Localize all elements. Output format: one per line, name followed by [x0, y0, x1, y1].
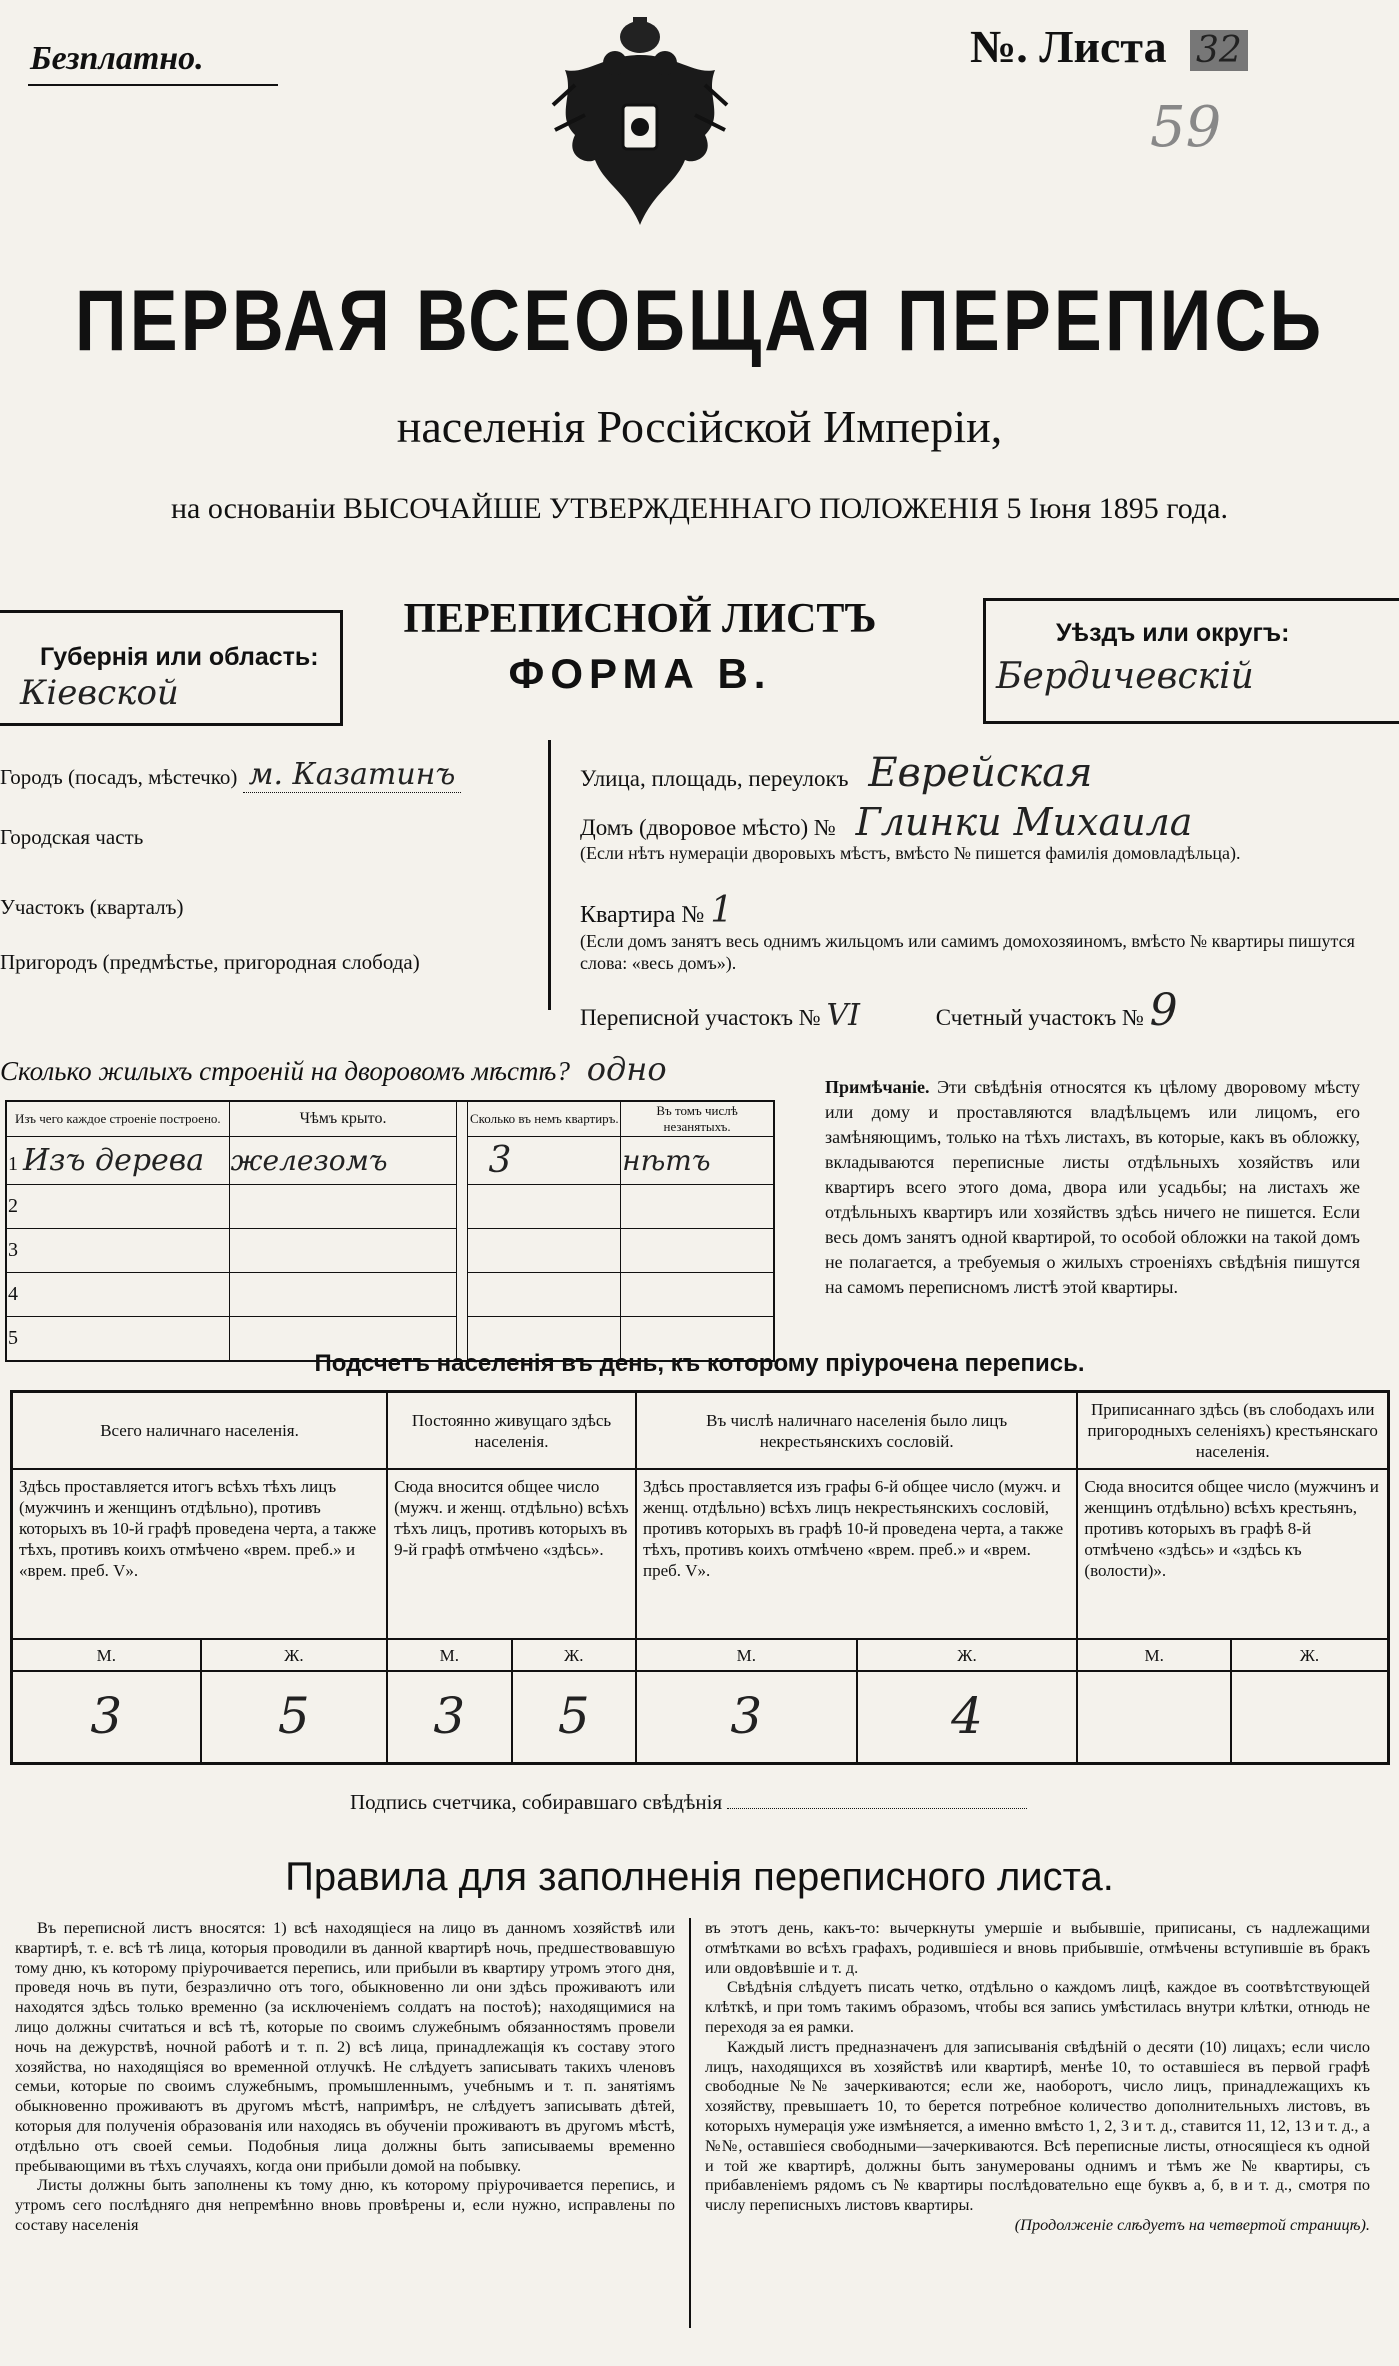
double-headed-eagle-icon	[545, 15, 735, 245]
count-col4-female-header: Ж.	[1231, 1639, 1389, 1671]
count-col2-male: 3	[387, 1671, 511, 1763]
table-row: 5	[6, 1317, 774, 1361]
count-col4-male	[1077, 1671, 1231, 1763]
suburb-label: Пригородъ (предмѣстье, пригородная слобода)	[0, 950, 420, 974]
count-col3-male: 3	[636, 1671, 857, 1763]
district-value: Бердичевскій	[996, 656, 1254, 697]
count-col3-female: 4	[857, 1671, 1078, 1763]
count-col1-male: 3	[12, 1671, 201, 1763]
count-col2-desc: Сюда вносится общее число (мужч. и женщ. отдѣльно) всѣхъ тѣхъ лицъ, противъ которыхъ въ 9-й графѣ отмѣчено «здѣсь».	[387, 1469, 636, 1639]
form-subtitle: ФОРМА В.	[508, 650, 772, 697]
rules-divider	[689, 1918, 691, 2328]
house-label: Домъ (дворовое мѣсто) №	[580, 815, 836, 840]
sheet-number-pencil: 59	[1150, 95, 1222, 160]
sheet-number-value: 32	[1190, 30, 1248, 71]
count-col3-desc: Здѣсь проставляется изъ графы 6-й общее число (мужч. и женщ. отдѣльно) всѣхъ лицъ некрестьянскихъ сословій, противъ которыхъ въ графѣ 10-й проведена черта, а также тѣхъ, противъ коихъ отмѣчено «врем. преб.» и «врем. преб. V».	[636, 1469, 1077, 1639]
city-label: Городъ (посадъ, мѣстечко)	[0, 765, 238, 789]
buildings-question	[0, 1050, 667, 1088]
buildings-question-label: Сколько жилыхъ строеній на дворовомъ мѣстѣ?	[0, 1056, 570, 1086]
count-col1-male-header: М.	[12, 1639, 201, 1671]
street-value: Еврейская	[868, 750, 1093, 796]
rules-right-column	[705, 1918, 1370, 2235]
count-col1-heading: Всего наличнаго населенія.	[12, 1392, 388, 1470]
buildings-header-material: Изъ чего каждое строеніе построено.	[6, 1101, 229, 1137]
form-title: ПЕРЕПИСНОЙ ЛИСТЪ	[403, 596, 877, 642]
row1-vacant: нѣтъ	[622, 1144, 711, 1177]
table-row: 1 Изъ дерева железомъ 3 нѣтъ	[6, 1137, 774, 1185]
count-col1-desc: Здѣсь проставляется итогъ всѣхъ тѣхъ лицъ (мужчинъ и женщинъ отдѣльно), противъ которыхъ въ 10-й графѣ проведена черта, а также тѣхъ, противъ коихъ отмѣчено «врем. преб.» и «врем. преб. V».	[12, 1469, 388, 1639]
rules-left-paragraph-1: Въ переписной листъ вносятся: 1) всѣ находящіеся на лицо въ данномъ хозяйствѣ или квартирѣ, т. е. всѣ тѣ лица, которыя проводили въ данной квартирѣ ночь, предшествовавшую тому дню, къ которому пріурочивается перепись, или прибыли въ квартиру утромъ этого дня, проведя ночь въ пути, безразлично отъ того, обыкновенно ли они здѣсь проживаютъ или находятся здѣсь только временно (за исключеніемъ солдатъ на постоѣ); находящимися на лицо должны считаться и всѣ тѣ, которые по своимъ служебнымъ обязанностямъ провели ночь на дежурствѣ, ночной работѣ и т. п. 2) всѣ лица, принадлежащія къ составу этого хозяйства, но находящіяся во временной отлучкѣ. Не слѣдуетъ записывать такихъ членовъ семьи, которые по своимъ служебнымъ, промышленнымъ, учебнымъ и т. п. занятіямъ обыкновенно проживаютъ въ другомъ мѣстѣ, напримѣръ, не слѣдуетъ записывать дѣтей, которыя для полученія образованія или находясь въ обученіи проживаютъ въ другомъ мѣстѣ, отдѣльно отъ своей семьи. Подобныя лица должны быть записываемы временно пребывающими въ тѣхъ случаяхъ, когда они прибыли домой на побывку.	[15, 1918, 675, 2175]
count-col1-female: 5	[201, 1671, 388, 1763]
rules-right-paragraph-1: въ этотъ день, какъ-то: вычеркнуты умершіе и выбывшіе, приписаны, съ надлежащими отмѣтками во всѣхъ графахъ, родившіеся и вновь прибывшіе, отмѣчены вступившіе въ бракъ или овдовѣвшіе и т. д.	[705, 1918, 1370, 1977]
row1-material: Изъ дерева	[23, 1143, 205, 1178]
house-value: Глинки Михаила	[855, 800, 1193, 844]
document-basis: на основаніи ВЫСОЧАЙШЕ УТВЕРЖДЕННАГО ПОЛОЖЕНІЯ 5 Іюня 1895 года.	[171, 492, 1228, 525]
address-divider	[548, 740, 551, 1010]
count-col4-desc: Сюда вносится общее число (мужчинъ и женщинъ отдѣльно) всѣхъ крестьянъ, противъ которыхъ въ графѣ 8-й отмѣчено «здѣсь» и «здѣсь къ (волости)».	[1077, 1469, 1388, 1639]
rules-title: Правила для заполненія переписного листа.	[285, 1855, 1114, 1899]
count-col2-female-header: Ж.	[512, 1639, 636, 1671]
city-district-label: Городская часть	[0, 825, 144, 849]
count-col4-male-header: М.	[1077, 1639, 1231, 1671]
district-box	[983, 598, 1399, 724]
table-row: 2	[6, 1185, 774, 1229]
buildings-answer: одно	[586, 1050, 667, 1088]
rules-left-paragraph-2: Листы должны быть заполнены къ тому дню, къ которому пріурочивается перепись, и утромъ сего послѣдняго дня непремѣнно вновь провѣрены и, если нужно, исправлены по составу населенія	[15, 2175, 675, 2234]
buildings-header-roof: Чѣмъ крыто.	[229, 1101, 457, 1137]
count-col3-male-header: М.	[636, 1639, 857, 1671]
buildings-header-vacant: Въ томъ числѣ незанятыхъ.	[621, 1101, 774, 1137]
counting-section-value: 9	[1149, 985, 1178, 1036]
district-label: Уѣздъ или округъ:	[1056, 619, 1290, 647]
apartment-value: 1	[710, 890, 734, 931]
table-row: 3	[6, 1229, 774, 1273]
census-section-label: Переписной участокъ №	[580, 1005, 821, 1030]
buildings-table	[5, 1100, 775, 1362]
count-col3-female-header: Ж.	[857, 1639, 1078, 1671]
city-field	[0, 757, 540, 792]
signature-label: Подпись счетчика, собиравшаго свѣдѣнія	[350, 1790, 723, 1814]
population-count-table	[10, 1390, 1390, 1765]
document-title: ПЕРВАЯ ВСЕОБЩАЯ ПЕРЕПИСЬ	[74, 273, 1325, 369]
count-col2-female: 5	[512, 1671, 636, 1763]
count-col2-heading: Постоянно живущаго здѣсь населенія.	[387, 1392, 636, 1470]
free-underline	[28, 84, 278, 86]
province-value: Кіевской	[20, 673, 179, 713]
counting-section-label: Счетный участокъ №	[935, 1005, 1144, 1030]
province-box	[0, 610, 343, 726]
rules-right-paragraph-3: Каждый листъ предназначенъ для записыванія свѣдѣній о десяти (10) лицахъ; если число лицъ, находящихся въ хозяйствѣ или квартирѣ, менѣе 10, то оставшіеся въ первой графѣ свободные №№ зачеркиваются; если же, наоборотъ, число лицъ, принадлежащихъ къ хозяйству, превышаетъ 10, то берется потребное количество дополнительныхъ листовъ, въ которыхъ нумерація уже измѣняется, а именно вмѣсто 1, 2, 3 и т. д., ставится 11, 12, 13 и т. д., а №№, оставшіеся свободными—зачеркиваются. Всѣ переписные листы, относящіеся къ одной и той же квартирѣ, должны быть занумерованы однимъ и тѣмъ же № квартиры, съ прибавленіемъ рядомъ съ № квартиры послѣдовательно еще буквъ а, б, в и т. д., смотря по числу переписныхъ листовъ квартиры.	[705, 2036, 1370, 2215]
buildings-header-apartments: Сколько въ немъ квартиръ.	[468, 1101, 621, 1137]
rules-right-paragraph-2: Свѣдѣнія слѣдуетъ писать четко, отдѣльно о каждомъ лицѣ, каждое въ соотвѣтствующей клѣткѣ, и при томъ такимъ образомъ, чтобы вся запись умѣстилась внутри клѣтки, отнюдь не переходя за ея рамки.	[705, 1977, 1370, 2036]
census-section-value: VI	[826, 998, 860, 1033]
apartment-label: Квартира №	[580, 902, 705, 928]
count-col4-female	[1231, 1671, 1389, 1763]
sheet-number-label: №. Листа	[970, 21, 1167, 72]
house-field	[580, 800, 1192, 844]
note-text: Эти свѣдѣнія относятся къ цѣлому дворовому мѣсту или дому и проставляются владѣльцемъ или лицомъ, его замѣняющимъ, только на тѣхъ листахъ, въ которые, какъ въ обложку, вкладываются переписные листы отдѣльныхъ хозяйствъ или квартиръ всего этого дома, двора или усадьбы; на листахъ же отдѣльныхъ квартиръ или хозяйствъ здѣсь ничего не пишется. Если весь домъ занятъ одной квартирой, то особой обложки на такой домъ не полагается, а требуемыя о жилыхъ строеніяхъ свѣдѣнія пишутся на самомъ переписномъ листѣ этой квартиры.	[825, 1077, 1360, 1297]
row1-roof: железомъ	[230, 1144, 388, 1177]
row1-apartments: 3	[488, 1140, 512, 1181]
count-col4-heading: Приписаннаго здѣсь (въ слободахъ или пригородныхъ селеніяхъ) крестьянскаго населенія.	[1077, 1392, 1388, 1470]
count-col1-female-header: Ж.	[201, 1639, 388, 1671]
buildings-note	[825, 1075, 1360, 1300]
count-col2-male-header: М.	[387, 1639, 511, 1671]
count-col3-heading: Въ числѣ наличнаго населенія было лицъ некрестьянскихъ сословій.	[636, 1392, 1077, 1470]
city-value: м. Казатинъ	[243, 757, 462, 793]
table-row: 4	[6, 1273, 774, 1317]
signature-field	[350, 1790, 1027, 1815]
free-label: Безплатно.	[30, 40, 204, 77]
house-note: (Если нѣтъ нумераціи дворовыхъ мѣстъ, вмѣсто № пишется фамилія домовладѣльца).	[580, 843, 1241, 863]
note-title: Примѣчаніе.	[825, 1077, 930, 1097]
ward-label: Участокъ (кварталъ)	[0, 895, 184, 919]
rules-continued: (Продолженіе слѣдуетъ на четвертой страницѣ).	[1014, 2214, 1370, 2234]
count-title: Подсчетъ населенія въ день, къ которому пріурочена перепись.	[314, 1350, 1085, 1377]
apartment-note: (Если домъ занятъ весь однимъ жильцомъ или самимъ домохозяиномъ, вмѣсто № квартиры пишутся слова: «весь домъ»).	[580, 931, 1355, 973]
street-label: Улица, площадь, переулокъ	[580, 766, 849, 791]
census-section-field	[580, 985, 1178, 1036]
province-label: Губернія или область:	[40, 643, 319, 671]
street-field	[580, 750, 1092, 796]
apartment-field	[580, 890, 733, 931]
rules-left-column	[15, 1918, 675, 2235]
document-subtitle: населенія Россійской Имперіи,	[396, 401, 1003, 452]
